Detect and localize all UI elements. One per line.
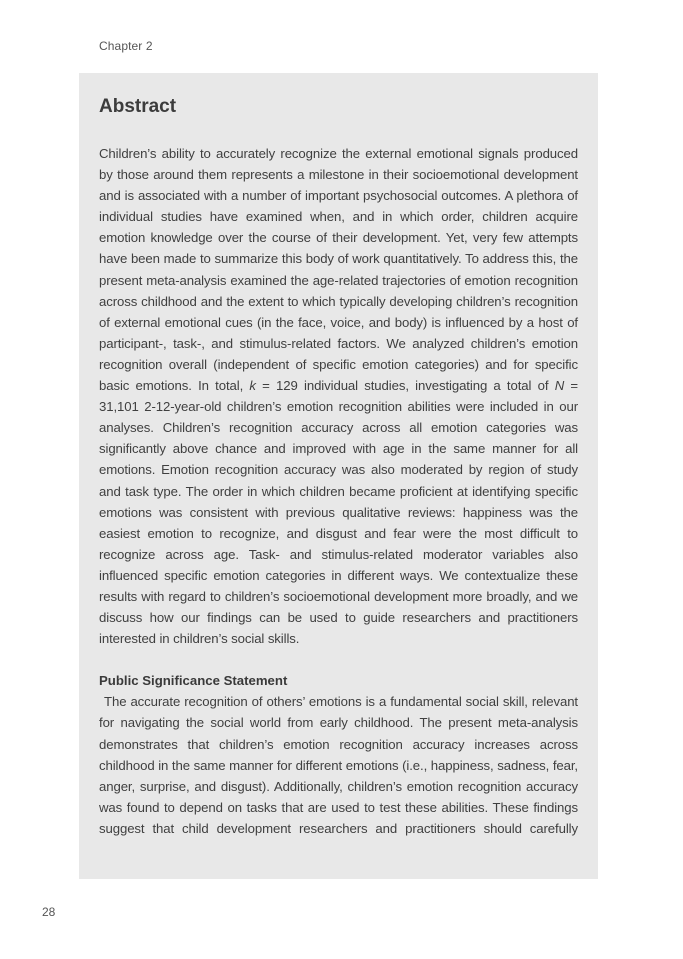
page-number: 28 [42, 905, 56, 919]
public-significance-body [99, 691, 578, 839]
abstract-body [99, 143, 578, 649]
abstract-panel-content [99, 95, 578, 839]
abstract-body-part3: = 31,101 2-12-year-old children’s emotion recognition abilities were included in our analyses. Children’s recognition accuracy across all emotion categories was significantly above chance and improved with age in the same manner for all emotions. Emotion recognition accuracy was also moderated by region of study and task type. The order in which children became proficient at identifying specific emotions was consistent with previous qualitative reviews: happiness was the easiest emotion to recognize, and disgust and fear were the most difficult to recognize across age. Task- and stimulus-related moderator variables also influenced specific emotion categories in different ways. We contextualize these results with regard to children’s socioemotional development more broadly, and we discuss how our findings can be used to guide researchers and practitioners interested in children’s social skills. [99, 378, 578, 647]
running-head: Chapter 2 [99, 39, 153, 53]
abstract-body-part1: Children’s ability to accurately recognize the external emotional signals produced by those around them represents a milestone in their socioemotional development and is associated with a number of important psychosocial outcomes. A plethora of individual studies have examined when, and in which order, children acquire emotion knowledge over the course of their development. Yet, very few attempts have been made to summarize this body of work quantitatively. To address this, the present meta-analysis examined the age-related trajectories of emotion recognition across childhood and the extent to which typically developing children’s recognition of external emotional cues (in the face, voice, and body) is influenced by a host of participant-, task-, and stimulus-related factors. We analyzed children’s emotion recognition overall (independent of specific emotion categories) and for specific basic emotions. In total, [99, 146, 578, 394]
public-significance-text: The accurate recognition of others’ emotions is a fundamental social skill, relevant for navigating the social world from early childhood. The present meta-analysis demonstrates that children’s emotion recognition accuracy increases across childhood in the same manner for different emotions (i.e., happiness, sadness, fear, anger, surprise, and disgust). Additionally, children’s emotion recognition accuracy was found to depend on tasks that are used to test these abilities. These findings suggest that child development researchers and practitioners should carefully [99, 694, 578, 836]
abstract-body-part2: = 129 individual studies, investigating a total of [255, 378, 555, 394]
abstract-heading: Abstract [99, 96, 177, 117]
n-symbol: N [554, 378, 565, 394]
abstract-panel [79, 73, 598, 879]
k-symbol: k [249, 378, 256, 394]
public-significance-heading: Public Significance Statement [99, 673, 288, 689]
